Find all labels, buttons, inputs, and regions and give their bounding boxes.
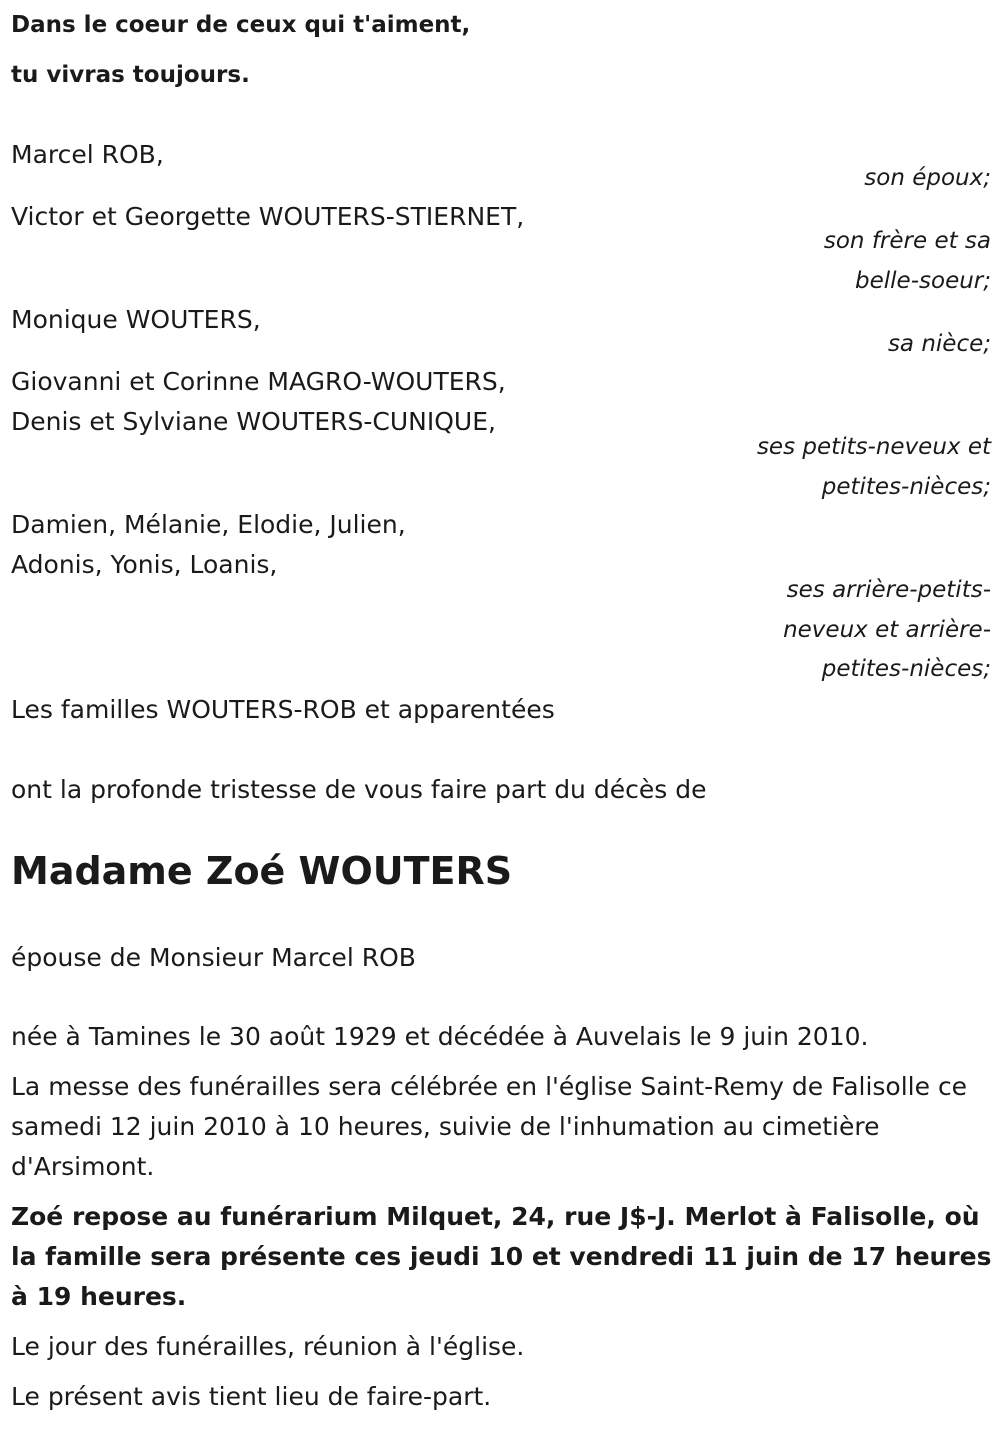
epigraph-line-1: Dans le coeur de ceux qui t'aiment, (11, 12, 471, 38)
notice-line: Le présent avis tient lieu de faire-part. (11, 1382, 492, 1411)
announcement-line: ont la profonde tristesse de vous faire part du décès de (11, 775, 707, 804)
meeting-line: Le jour des funérailles, réunion à l'église. (11, 1332, 525, 1361)
epigraph-line-2: tu vivras toujours. (11, 62, 250, 88)
mourner-name: Victor et Georgette WOUTERS-STIERNET, (11, 202, 525, 231)
mourner-name: Damien, Mélanie, Elodie, Julien, (11, 510, 406, 539)
mourner-name: Giovanni et Corinne MAGRO-WOUTERS, (11, 367, 506, 396)
mourner-relation: son frère et sa belle-soeur; (823, 228, 991, 294)
funeral-mass-paragraph: La messe des funérailles sera célébrée en l'église Saint-Remy de Falisolle ce samedi 12 juin 2010 à 10 heures, suivie de l'inhumation au cimetière d'Arsimont. (11, 1072, 968, 1181)
deceased-name: Madame Zoé WOUTERS (11, 849, 513, 893)
mourner-relation: ses arrière-petits-neveux et arrière-petites-nièces; (783, 577, 991, 682)
families-line: Les familles WOUTERS-ROB et apparentées (11, 695, 555, 724)
mourner-relation: son époux; (864, 165, 991, 191)
mourner-name: Denis et Sylviane WOUTERS-CUNIQUE, (11, 407, 496, 436)
mourner-name: Marcel ROB, (11, 140, 164, 169)
mourner-relation: sa nièce; (887, 331, 991, 357)
spouse-line: épouse de Monsieur Marcel ROB (11, 943, 416, 972)
funerarium-paragraph: Zoé repose au funérarium Milquet, 24, rue J$-J. Merlot à Falisolle, où la famille sera présente ces jeudi 10 et vendredi 11 juin de 17 heures à 19 heures. (11, 1202, 992, 1311)
mourner-name: Monique WOUTERS, (11, 305, 261, 334)
birth-death-line: née à Tamines le 30 août 1929 et décédée à Auvelais le 9 juin 2010. (11, 1022, 869, 1051)
mourner-name: Adonis, Yonis, Loanis, (11, 550, 278, 579)
mourner-relation: ses petits-neveux et petites-nièces; (756, 434, 991, 500)
